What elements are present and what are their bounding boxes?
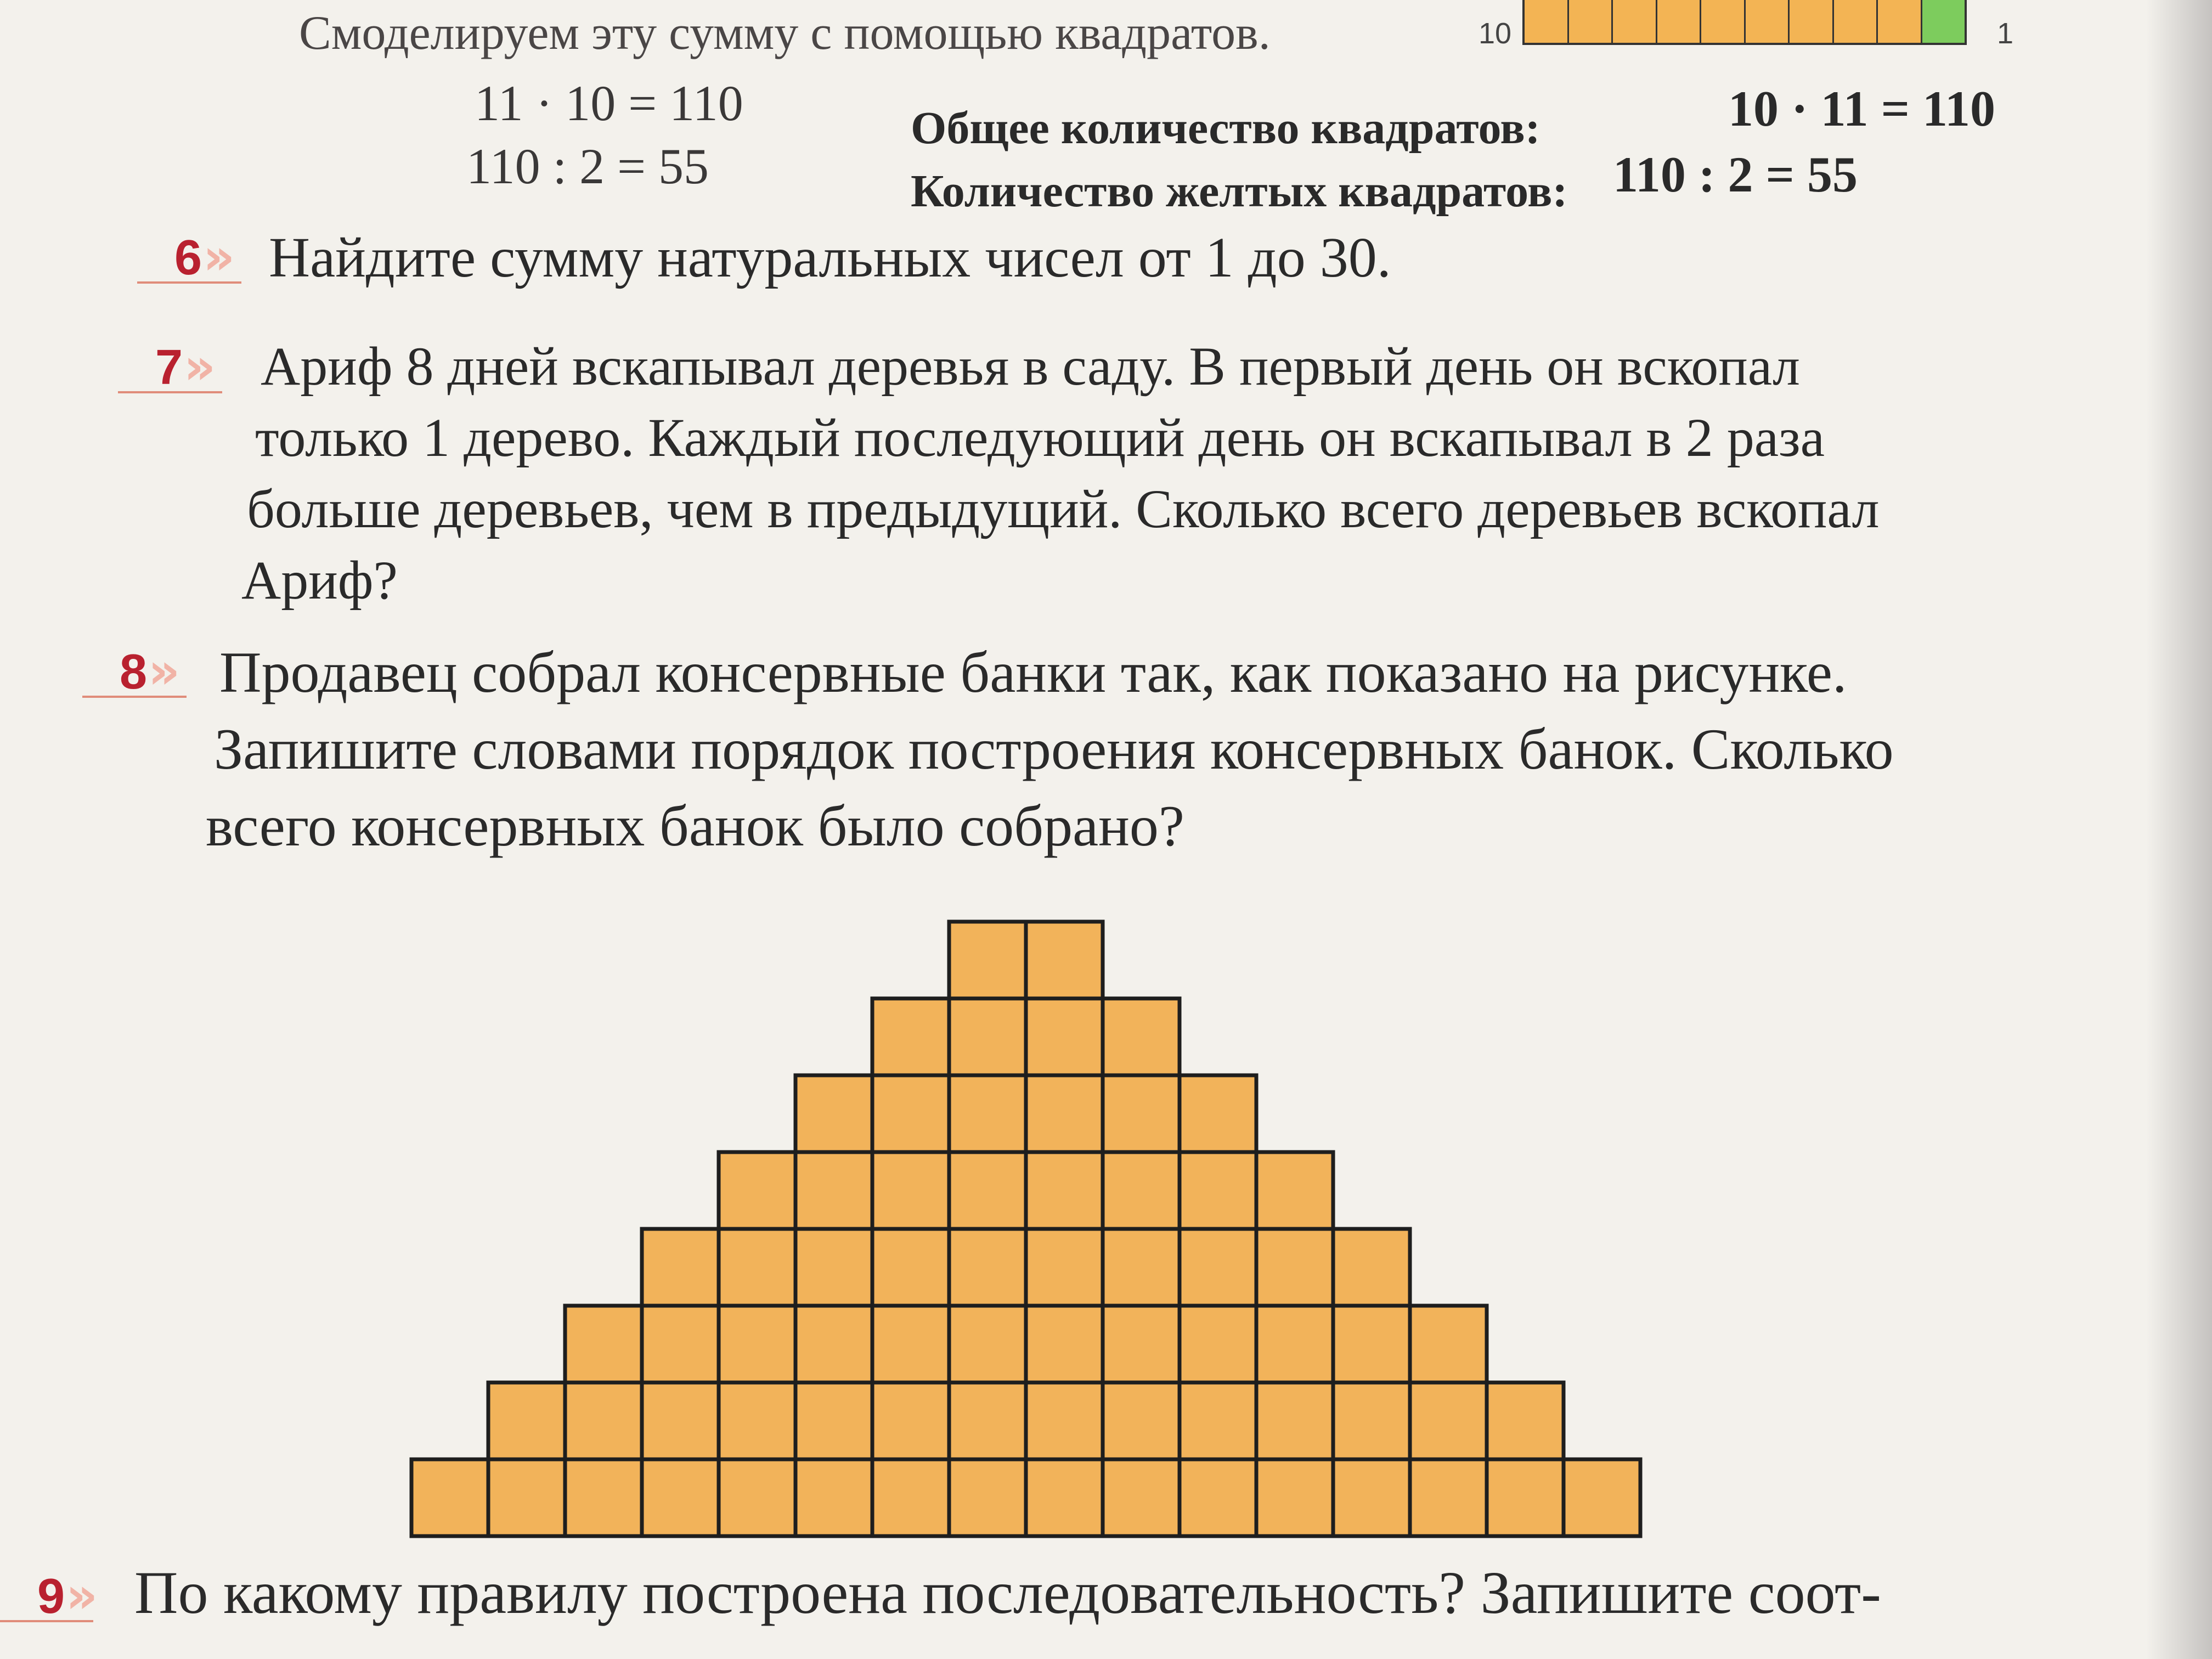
grid-label-left: 10 (1479, 17, 1512, 50)
can-square (1180, 1306, 1256, 1383)
can-square (1333, 1306, 1410, 1383)
task-7-number: 7 » (118, 337, 217, 398)
can-square (1256, 1152, 1333, 1229)
can-square (719, 1383, 795, 1459)
can-square (1026, 1459, 1103, 1536)
calc-line-2: 110 : 2 = 55 (466, 138, 709, 194)
can-square (795, 1075, 872, 1152)
can-square (1180, 1459, 1256, 1536)
task-9-number: 9 » (0, 1566, 99, 1627)
can-square (1180, 1383, 1256, 1459)
can-square (1256, 1306, 1333, 1383)
can-square (1180, 1229, 1256, 1306)
can-square (949, 1152, 1026, 1229)
can-square (795, 1229, 872, 1306)
can-square (1410, 1459, 1487, 1536)
can-square (565, 1459, 642, 1536)
can-square (949, 1459, 1026, 1536)
can-square (949, 1383, 1026, 1459)
can-square (1256, 1229, 1333, 1306)
can-square (1103, 1383, 1180, 1459)
can-square (565, 1383, 642, 1459)
can-square (1333, 1383, 1410, 1459)
can-square (642, 1459, 719, 1536)
can-square (1103, 998, 1180, 1075)
can-square (1564, 1459, 1640, 1536)
task-8-line-2: Запишите словами порядок построения консервных банок. Сколько (214, 717, 1894, 781)
can-square (949, 1075, 1026, 1152)
can-square (1180, 1075, 1256, 1152)
can-square (642, 1383, 719, 1459)
can-square (1026, 1152, 1103, 1229)
can-square (1410, 1383, 1487, 1459)
can-square (872, 1306, 949, 1383)
can-square (719, 1459, 795, 1536)
can-square (949, 1306, 1026, 1383)
task-7-line-2: только 1 дерево. Каждый последующий день он вскапывал в 2 раза (255, 407, 1825, 468)
can-square (872, 1075, 949, 1152)
task-7-line-1: Ариф 8 дней вскапывал деревья в саду. В первый день он вскопал (261, 336, 1800, 397)
task-7-line-4: Ариф? (241, 550, 398, 611)
can-square (872, 998, 949, 1075)
can-square (1487, 1383, 1564, 1459)
total-squares-label: Общее количество квадратов: (911, 103, 1541, 154)
task-8-number: 8 » (82, 642, 181, 702)
intro-text: Смоделируем эту сумму с помощью квадратов. (299, 7, 1271, 60)
can-square (1256, 1383, 1333, 1459)
calc-line-1: 11 · 10 = 110 (475, 75, 743, 131)
can-square (1103, 1306, 1180, 1383)
can-square (1410, 1306, 1487, 1383)
task-8-line-1: Продавец собрал консервные банки так, как показано на рисунке. (219, 640, 1847, 704)
task-9-text: По какому правилу построена последовательность? Запишите соот- (134, 1559, 1881, 1626)
can-square (1026, 1383, 1103, 1459)
can-square (642, 1229, 719, 1306)
can-square (949, 998, 1026, 1075)
task-7-line-3: больше деревьев, чем в предыдущий. Сколько всего деревьев вскопал (247, 478, 1880, 539)
total-squares-value: 10 · 11 = 110 (1728, 81, 1995, 137)
can-square (1026, 1229, 1103, 1306)
can-square (1103, 1075, 1180, 1152)
can-square (488, 1459, 565, 1536)
can-square (1026, 1306, 1103, 1383)
can-square (1256, 1459, 1333, 1536)
can-square (795, 1152, 872, 1229)
can-square (949, 1229, 1026, 1306)
task-6-text: Найдите сумму натуральных чисел от 1 до 30. (269, 226, 1391, 289)
can-square (795, 1459, 872, 1536)
can-square (795, 1306, 872, 1383)
can-square (1487, 1459, 1564, 1536)
can-square (872, 1383, 949, 1459)
can-square (872, 1459, 949, 1536)
can-square (1026, 922, 1103, 998)
can-square (719, 1152, 795, 1229)
can-square (642, 1306, 719, 1383)
can-square (411, 1459, 488, 1536)
task-8-line-3: всего консервных банок было собрано? (206, 794, 1184, 858)
can-square (565, 1306, 642, 1383)
can-square (872, 1152, 949, 1229)
can-square (1333, 1459, 1410, 1536)
can-square (1333, 1229, 1410, 1306)
can-square (488, 1383, 565, 1459)
yellow-squares-value: 110 : 2 = 55 (1613, 146, 1858, 202)
can-square (719, 1306, 795, 1383)
can-square (1103, 1152, 1180, 1229)
can-square (1103, 1229, 1180, 1306)
can-square (795, 1383, 872, 1459)
can-square (1103, 1459, 1180, 1536)
can-square (949, 922, 1026, 998)
can-square (872, 1229, 949, 1306)
can-square (1026, 1075, 1103, 1152)
can-square (1026, 998, 1103, 1075)
yellow-squares-label: Количество желтых квадратов: (911, 166, 1568, 217)
grid-label-right: 1 (1997, 17, 2014, 50)
can-square (719, 1229, 795, 1306)
can-square (1180, 1152, 1256, 1229)
task-6-number: 6 » (137, 228, 236, 288)
